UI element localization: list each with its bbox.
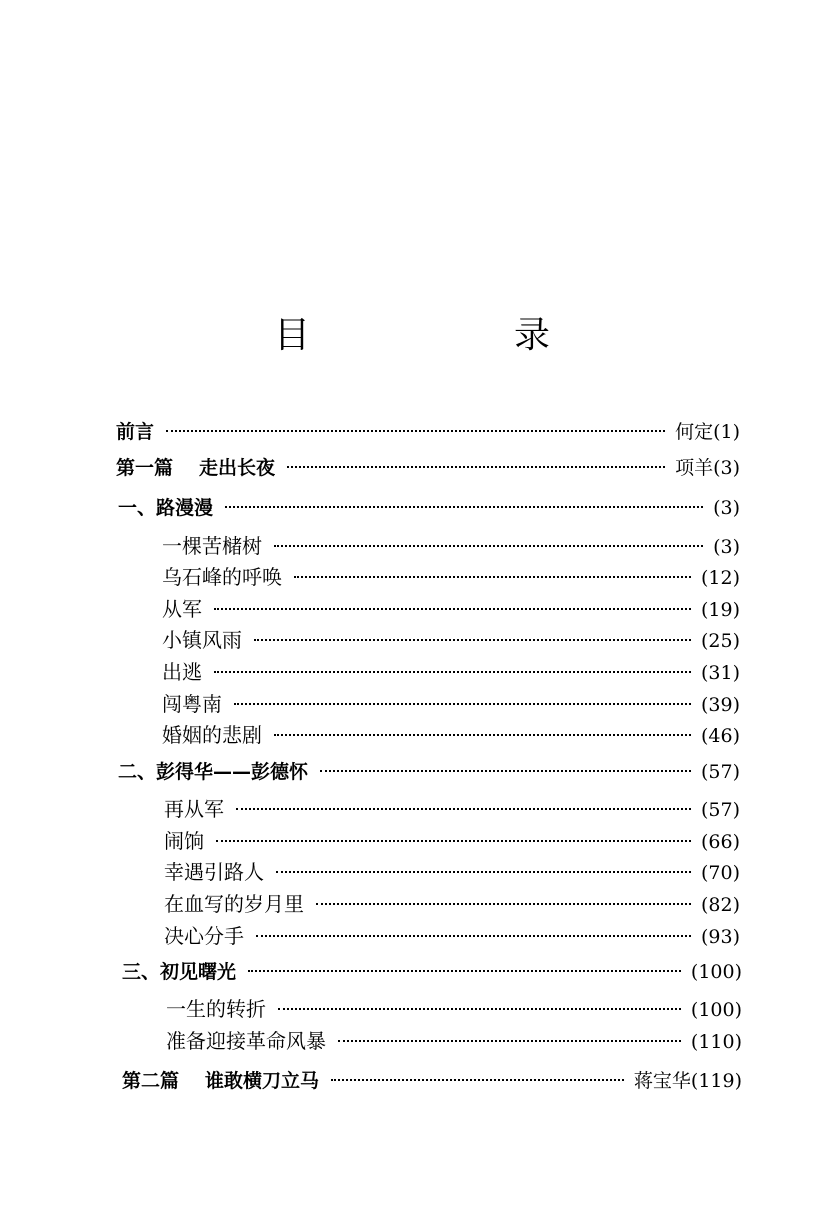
toc-entry-part-2[interactable] bbox=[122, 1065, 742, 1097]
toc-entry-page: (25) bbox=[700, 630, 740, 652]
toc-entry-chapter[interactable] bbox=[164, 888, 740, 920]
dot-leader bbox=[320, 770, 691, 772]
toc-entry-label: 决心分手 bbox=[164, 924, 244, 948]
dot-leader bbox=[234, 703, 691, 705]
toc-entry-page: (70) bbox=[700, 862, 740, 884]
part-number: 第二篇 bbox=[122, 1070, 180, 1092]
toc-entry-label: 小镇风雨 bbox=[162, 628, 242, 652]
part-title: 走出长夜 bbox=[199, 457, 276, 479]
toc-entry-label: 一棵苦槠树 bbox=[162, 534, 262, 558]
dot-leader bbox=[276, 871, 691, 873]
toc-entry-page: (57) bbox=[700, 799, 740, 821]
toc-entry-chapter[interactable] bbox=[162, 624, 740, 656]
toc-entry-chapter[interactable] bbox=[164, 856, 740, 888]
toc-entry-chapter[interactable] bbox=[162, 561, 740, 593]
toc-entry-preface[interactable] bbox=[116, 416, 740, 448]
dot-leader bbox=[331, 1079, 624, 1081]
toc-entry-label: 乌石峰的呼唤 bbox=[162, 565, 282, 589]
dot-leader bbox=[274, 734, 691, 736]
toc-entry-chapter[interactable] bbox=[162, 593, 740, 625]
dot-leader bbox=[236, 808, 691, 810]
toc-entry-part-1[interactable] bbox=[116, 452, 740, 484]
toc-entry-page: (31) bbox=[700, 662, 740, 684]
toc-entry-chapter[interactable] bbox=[162, 688, 740, 720]
toc-entry-section-1[interactable] bbox=[118, 492, 740, 524]
toc-entry-label: 从军 bbox=[162, 597, 202, 621]
dot-leader bbox=[214, 608, 691, 610]
toc-entry-page: (12) bbox=[700, 567, 740, 589]
toc-entry-page: 蒋宝华(119) bbox=[633, 1070, 742, 1092]
toc-entry-label bbox=[116, 452, 275, 484]
toc-entry-label: 在血写的岁月里 bbox=[164, 892, 304, 916]
part-title: 谁敢横刀立马 bbox=[205, 1070, 320, 1092]
toc-entry-label: 幸遇引路人 bbox=[164, 860, 264, 884]
dot-leader bbox=[278, 1008, 681, 1010]
toc-entry-label: 三、初见曙光 bbox=[122, 961, 237, 983]
toc-entry-label: 再从军 bbox=[164, 797, 224, 821]
toc-entry-chapter[interactable] bbox=[162, 656, 740, 688]
toc-entry-chapter[interactable] bbox=[164, 793, 740, 825]
toc-entry-page: (46) bbox=[700, 725, 740, 747]
toc-entry-chapter[interactable] bbox=[162, 530, 740, 562]
toc-entry-label: 准备迎接革命风暴 bbox=[166, 1029, 326, 1053]
toc-entry-page: (110) bbox=[690, 1031, 742, 1053]
dot-leader bbox=[216, 840, 691, 842]
toc-entry-page: (100) bbox=[690, 999, 742, 1021]
toc-entry-page: (39) bbox=[700, 694, 740, 716]
toc-entry-page: (82) bbox=[700, 894, 740, 916]
part-number: 第一篇 bbox=[116, 457, 174, 479]
toc-entry-page: (3) bbox=[713, 536, 740, 558]
toc-entry-label: 闯粤南 bbox=[162, 692, 222, 716]
toc-entry-chapter[interactable] bbox=[164, 825, 740, 857]
toc-entry-page: (19) bbox=[700, 599, 740, 621]
dot-leader bbox=[316, 903, 691, 905]
toc-entry-chapter[interactable] bbox=[166, 993, 742, 1025]
toc-entry-label: 前言 bbox=[116, 421, 155, 443]
dot-leader bbox=[274, 545, 703, 547]
toc-entry-label: 闹饷 bbox=[164, 829, 204, 853]
toc-entry-page: (3) bbox=[713, 497, 740, 519]
toc-entry-page: (93) bbox=[700, 926, 740, 948]
toc-entry-page: (100) bbox=[690, 961, 742, 983]
toc-entry-page: (66) bbox=[700, 831, 740, 853]
toc-entry-section-3[interactable] bbox=[122, 956, 742, 988]
dot-leader bbox=[225, 506, 703, 508]
toc-entry-page: 何定(1) bbox=[675, 421, 740, 443]
dot-leader bbox=[256, 935, 691, 937]
toc-entry-page: (57) bbox=[700, 761, 740, 783]
toc-entry-label: 出逃 bbox=[162, 660, 202, 684]
dot-leader bbox=[338, 1040, 681, 1042]
dot-leader bbox=[248, 970, 681, 972]
toc-entry-chapter[interactable] bbox=[166, 1025, 742, 1057]
toc-entry-label: 一、路漫漫 bbox=[118, 497, 214, 519]
toc-entry-label: 婚姻的悲剧 bbox=[162, 723, 262, 747]
toc-entry-label: 一生的转折 bbox=[166, 997, 266, 1021]
toc-entry-chapter[interactable] bbox=[164, 920, 740, 952]
dot-leader bbox=[166, 430, 665, 432]
toc-entry-page: 项羊(3) bbox=[675, 457, 740, 479]
toc-entry-section-2[interactable] bbox=[118, 756, 740, 788]
dot-leader bbox=[287, 466, 665, 468]
toc-entry-chapter[interactable] bbox=[162, 719, 740, 751]
toc-entry-label bbox=[122, 1065, 319, 1097]
page-title: 目 录 bbox=[273, 315, 634, 356]
dot-leader bbox=[294, 576, 691, 578]
toc-entry-label: 二、彭得华——彭德怀 bbox=[118, 761, 309, 783]
dot-leader bbox=[254, 639, 691, 641]
dot-leader bbox=[214, 671, 691, 673]
